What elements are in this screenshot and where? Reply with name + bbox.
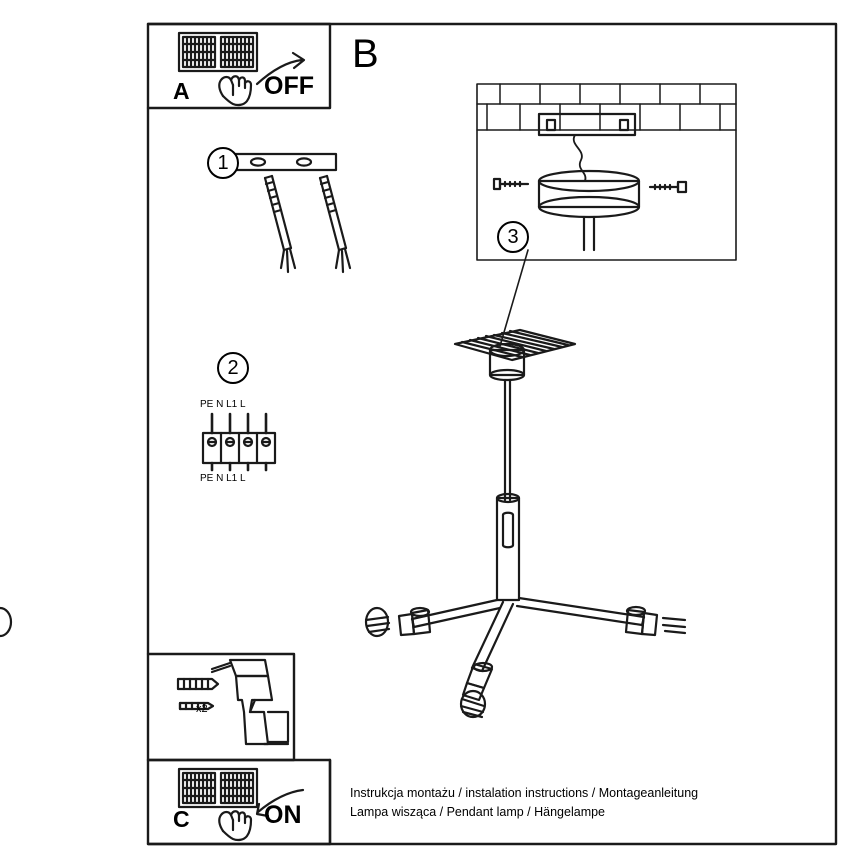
label-step-a: A: [173, 78, 190, 104]
switch-plate-on: [179, 769, 257, 807]
panel-b-canopy: [539, 171, 639, 250]
caption-line-2: Lampa wisząca / Pendant lamp / Hängelampe: [350, 805, 606, 819]
panel-b-wire: [574, 135, 586, 181]
step-2-terminal-block: [203, 414, 275, 470]
label-step-c: C: [173, 806, 190, 832]
callout-3: 3: [497, 221, 529, 253]
step-1-wire-left: [265, 176, 295, 272]
lamp-canopy-block: [490, 344, 524, 380]
caption-block: [350, 784, 698, 822]
lamp-socket-front: [461, 663, 492, 717]
label-drill-quantity: x2: [196, 703, 208, 715]
terminal-labels-top: PE N L1 L: [200, 399, 246, 410]
panel-b-screw-left: [494, 179, 528, 189]
label-switch-on: ON: [264, 801, 302, 829]
hand-pointer-on: [219, 811, 251, 840]
lamp-socket-left: [366, 608, 430, 636]
drill-tool: [212, 660, 288, 744]
panel-b-screw-right: [650, 182, 686, 192]
lamp-central-tube: [497, 494, 519, 600]
lamp-socket-right: [0, 607, 685, 636]
label-panel-b: B: [352, 32, 379, 76]
hand-pointer-off: [219, 76, 251, 105]
lamp-arm-right: [517, 598, 644, 625]
panel-b-mount-bracket: [539, 114, 635, 135]
lamp-suspension-rod: [505, 380, 510, 500]
panel-b-ceiling: [477, 84, 736, 130]
wall-plug: [178, 679, 218, 689]
caption-line-1: Instrukcja montażu / instalation instructions / Montageanleitung: [350, 786, 699, 800]
callout-2: 2: [217, 352, 249, 384]
callout-1: 1: [207, 147, 239, 179]
lamp-arm-left: [412, 600, 500, 627]
terminal-labels-bottom: PE N L1 L: [200, 473, 246, 484]
step-1-plate: [227, 154, 336, 170]
step-1-wire-right: [320, 176, 350, 272]
label-switch-off: OFF: [264, 72, 314, 100]
switch-plate-off: [179, 33, 257, 71]
